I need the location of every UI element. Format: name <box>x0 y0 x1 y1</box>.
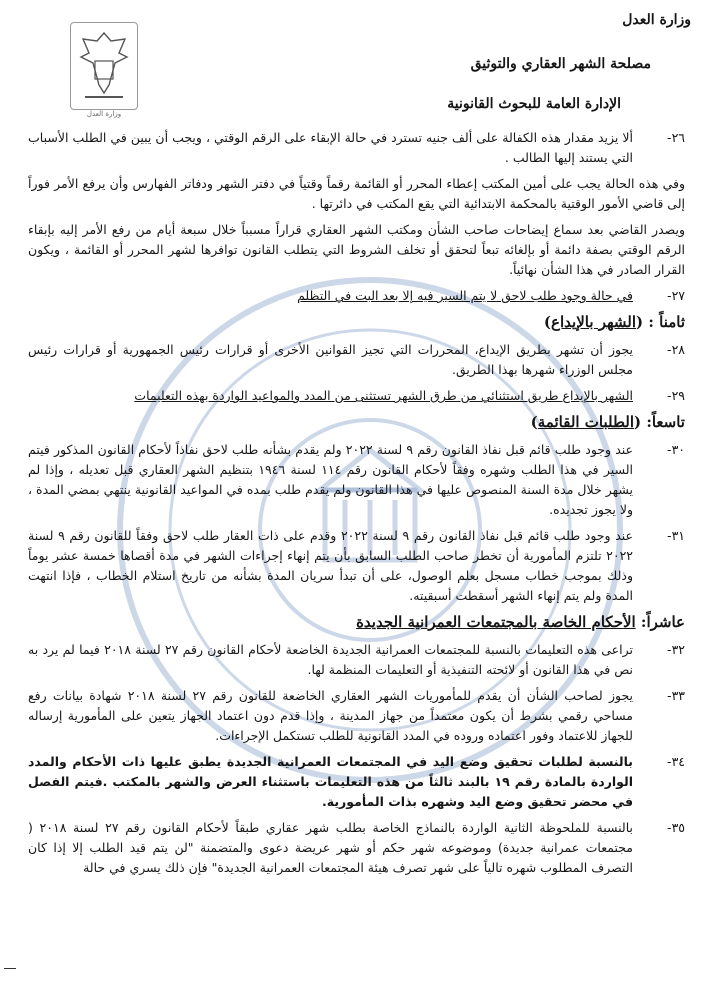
item-number: ٢٧- <box>667 288 685 303</box>
item-text: الشهر بالإيداع طريق استثنائي من طرق الشهر تستثنى من المدد والمواعيد الواردة بهذه التعليمات <box>134 388 633 403</box>
item-29 <box>28 386 685 406</box>
item-35 <box>28 818 685 878</box>
item-text: في حالة وجود طلب لاحق لا يتم السير فيه إلا بعد البت في التظلم <box>297 288 633 303</box>
section-heading-8: ثامناً : (الشهر بالإيداع) <box>543 313 685 331</box>
item-number: ٢٦- <box>667 130 685 145</box>
item-27 <box>28 286 685 306</box>
item-28 <box>28 340 685 380</box>
item-number: ٢٩- <box>667 388 685 403</box>
item-30 <box>28 440 685 520</box>
item-text: عند وجود طلب قائم قبل نفاذ القانون رقم ٩ لسنة ٢٠٢٢ وقدم على ذات العقار طلب لاحق وفقاً للقانون رقم ٩ لسنة ٢٠٢٢ تلتزم المأمورية أن تخطر صاحب الطلب السابق بأن يتم إنهاء إجراءات الشهر في مدة أقصاها خمسة عشر يوماً وذلك بموجب خطاب مسجل بعلم الوصول، على أن تبدأ سريان المدة بشأنه من تاريخ استلام الخطاب ، فإذا انتهت المدة ولم يتم إنهاء الشهر أسقطت أسبقيته. <box>28 528 633 603</box>
section-heading-10 <box>28 612 685 632</box>
item-26 <box>28 128 685 168</box>
item-text: بالنسبة للملحوظة الثانية الواردة بالنماذج الخاصة بطلب شهر عقاري طبقاً لأحكام القانون رقم ٢٧ لسنة ٢٠١٨ ( مجتمعات عمرانية جديدة) وموضوعه شهر حكم أو شهر عريضة دعوى والمتضمنة "لن يتم قيد الطلب إلا إذا كان التصرف المطلوب شهره تالياً على شهر تصرف هيئة المجتمعات العمرانية الجديدة" فإن ذلك يسري في حالة <box>28 820 633 875</box>
item-33 <box>28 686 685 746</box>
section-label: عاشراً: <box>640 613 685 631</box>
margin-mark <box>4 968 16 969</box>
document-body <box>28 128 685 884</box>
authority-name: مصلحة الشهر العقاري والتوثيق <box>470 56 651 72</box>
item-text: ألا يزيد مقدار هذه الكفالة على ألف جنيه تسترد في حالة الإبقاء على الرقم الوقتي ، ويجب أن يبين في الطلب الأسباب التي يستند إليها الطالب . <box>28 130 633 165</box>
letterhead <box>391 8 691 112</box>
emblem-caption: وزارة العدل <box>86 110 122 118</box>
section-title: الشهر بالإيداع <box>551 313 637 331</box>
item-number: ٣٤- <box>667 754 685 769</box>
item-34 <box>28 752 685 812</box>
item-text: بالنسبة لطلبات تحقيق وضع اليد في المجتمعات العمرانية الجديدة يطبق عليها ذات الأحكام والمدد الواردة بالمادة رقم ١٩ بالبند ثالثاً من هذه التعليمات باستثناء العرض والشهر بالمكتب .فيتم الفصل في محضر تحقيق وضع اليد وشهره بذات المأمورية. <box>28 754 633 809</box>
item-text: يجوز أن تشهر بطريق الإيداع، المحررات التي تجيز القوانين الأخرى أو قرارات رئيس الجمهورية أو قرارات رئيس مجلس الوزراء شهرها بهذا الطريق. <box>28 342 633 377</box>
item-number: ٣١- <box>667 528 685 543</box>
item-text: عند وجود طلب قائم قبل نفاذ القانون رقم ٩ لسنة ٢٠٢٢ ولم يقدم بشأنه طلب لاحق نفاذاً لأحكام القانون المذكور فيتم السير في هذا الطلب وشهره وفقاً لأحكام القانون رقم ١١٤ لسنة ١٩٤٦ بتنظيم الشهر العقاري قبل تعديله ، وإذا لم يشهر خلال مدة السنة المنصوص عليها في هذا القانون ولم يقدم طلب بمده في المواعيد القانونية ينتهي بمضي المدة ، ولا يجوز تجديده. <box>28 442 633 517</box>
item-text: يجوز لصاحب الشأن أن يقدم للمأموريات الشهر العقاري الخاضعة للقانون رقم ٢٧ لسنة ٢٠١٨ شهادة بيانات رفع مساحي رقمي بشرط أن يكون معتمداً من جهاز المدينة ، وإذا قدم دون اعتماد الجهاز يتعين على المأمورية إرساله للجهاز للاعتماد وفور اعتماده وروده في المدد القانونية للطلب تستكمل الإجراءات. <box>28 688 633 743</box>
section-title: الطلبات القائمة <box>537 413 634 431</box>
section-label: ثامناً : <box>648 313 685 331</box>
section-label: تاسعاً: <box>646 413 685 431</box>
department-name: الإدارة العامة للبحوث القانونية <box>447 96 621 112</box>
section-title: الأحكام الخاصة بالمجتمعات العمرانية الجديدة <box>356 613 636 631</box>
paragraph: وفي هذه الحالة يجب على أمين المكتب إعطاء المحرر أو القائمة رقماً وقتياً في دفتر الشهر ودفاتر الفهارس وأن يرفع الأمر فوراً إلى قاضي الأمور الوقتية بالمحكمة الابتدائية التي يقع المكتب في دائرتها . <box>28 176 685 211</box>
eagle-emblem-icon <box>70 22 138 110</box>
item-number: ٣٣- <box>667 688 685 703</box>
item-number: ٣٢- <box>667 642 685 657</box>
ministry-name: وزارة العدل <box>622 12 691 28</box>
section-heading-9: تاسعاً: (الطلبات القائمة) <box>530 413 685 431</box>
item-number: ٣٥- <box>667 820 685 835</box>
item-number: ٣٠- <box>667 442 685 457</box>
item-32 <box>28 640 685 680</box>
paragraph: ويصدر القاضي بعد سماع إيضاحات صاحب الشأن ومكتب الشهر العقاري قراراً مسبباً خلال سبعة أيام من رفع الأمر إليه بإبقاء الرقم الوقتي بصفة دائمة أو بإلغائه تبعاً لتحقق أو تخلف الشروط التي يتطلب القانون توافرها لشهر المحرر أو القائمة ، ويكون القرار الصادر في هذا الشأن نهائياً. <box>28 222 685 277</box>
item-number: ٢٨- <box>667 342 685 357</box>
item-text: تراعى هذه التعليمات بالنسبة للمجتمعات العمرانية الجديدة الخاضعة لأحكام القانون رقم ٢٧ لسنة ٢٠١٨ فيما لم يرد به نص في هذا القانون أو لائحته التنفيذية أو التعليمات المنظمة لها. <box>28 642 633 677</box>
item-31 <box>28 526 685 606</box>
